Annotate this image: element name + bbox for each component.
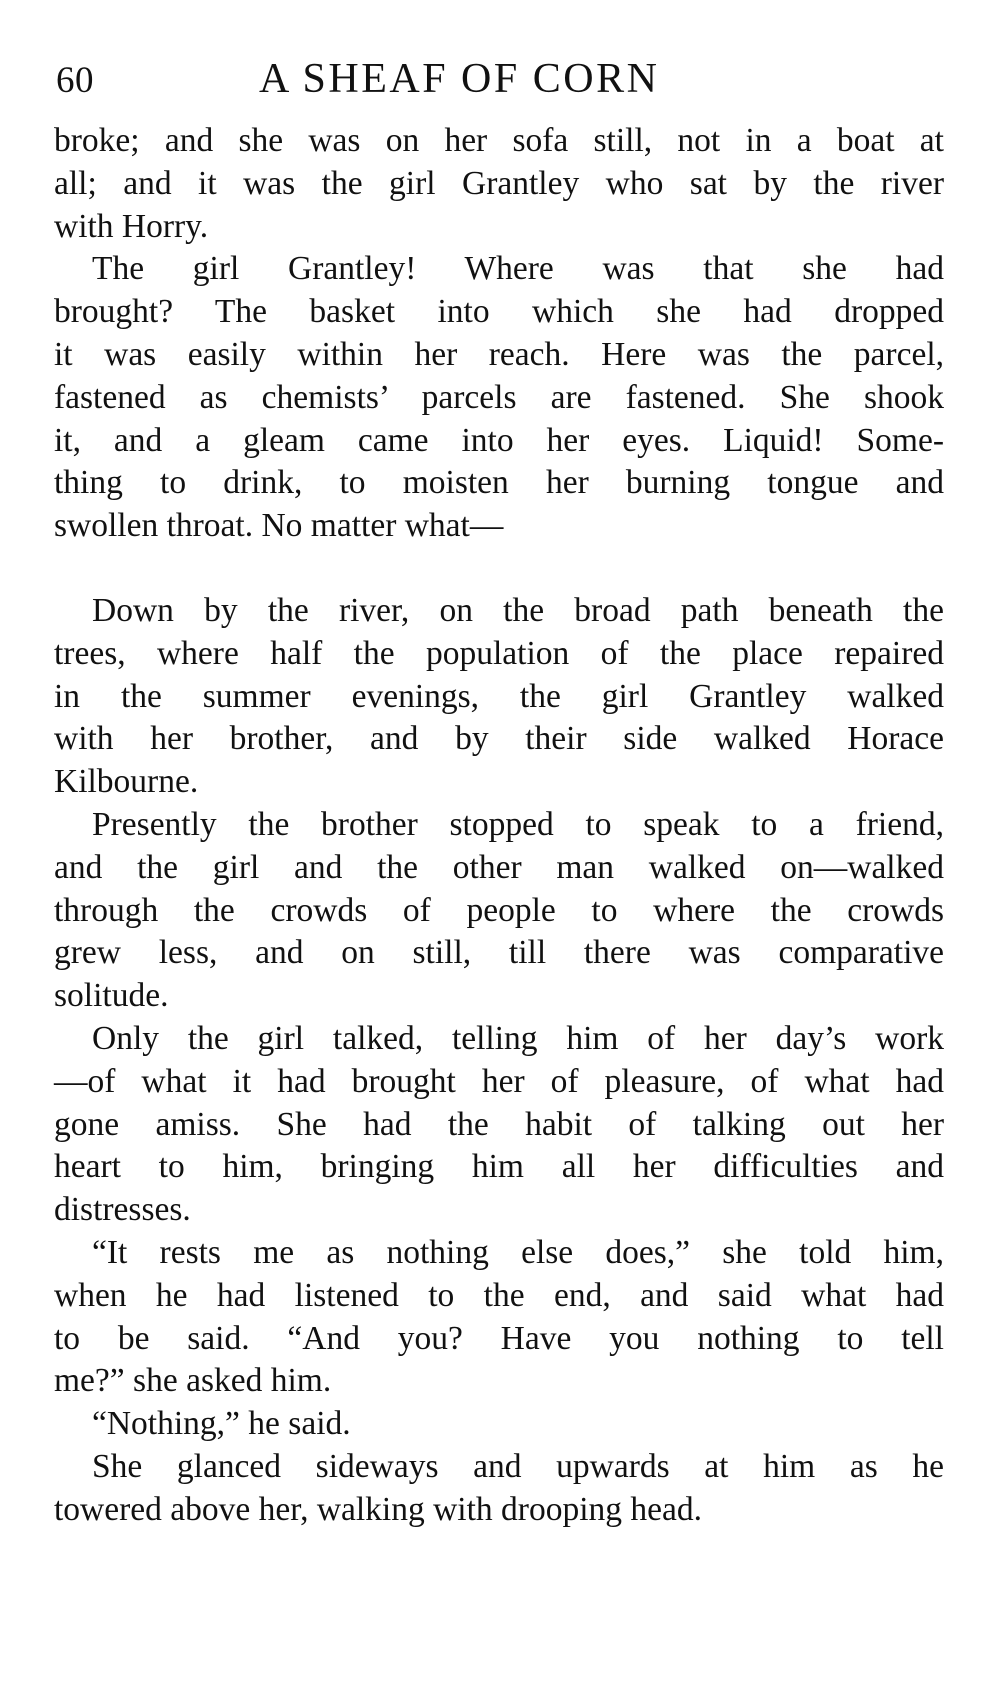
text-line: —of what it had brought her of pleasure, of what had xyxy=(54,1062,944,1100)
paragraph xyxy=(54,804,944,1018)
text-line: trees, where half the population of the place repaired xyxy=(54,634,944,672)
text-line: brought? The basket into which she had dropped xyxy=(54,293,944,331)
text-line: with her brother, and by their side walked Horace xyxy=(54,720,944,758)
book-page xyxy=(54,52,944,1532)
paragraph xyxy=(54,590,944,804)
running-head xyxy=(54,52,944,114)
page-number: 60 xyxy=(56,60,94,101)
text-line: The girl Grantley! Where was that she had xyxy=(92,250,944,288)
paragraph xyxy=(54,1018,944,1232)
text-line: it, and a gleam came into her eyes. Liquid! Some- xyxy=(54,421,944,459)
text-line: thing to drink, to moisten her burning tongue and xyxy=(54,464,944,502)
text-line: it was easily within her reach. Here was the parcel, xyxy=(54,335,944,373)
text-line: grew less, and on still, till there was comparative xyxy=(54,934,944,972)
body-text xyxy=(54,120,944,1532)
text-line: Down by the river, on the broad path beneath the xyxy=(92,591,944,629)
text-line: through the crowds of people to where the crowds xyxy=(54,891,944,929)
text-line: “Nothing,” he said. xyxy=(92,1405,351,1443)
text-line: gone amiss. She had the habit of talking out her xyxy=(54,1105,944,1143)
text-line: with Horry. xyxy=(54,207,209,245)
text-line: heart to him, bringing him all her difficulties and xyxy=(54,1148,944,1186)
text-line: solitude. xyxy=(54,977,169,1015)
paragraph xyxy=(54,248,944,548)
paragraph xyxy=(54,120,944,248)
section-break xyxy=(54,548,944,590)
text-line: in the summer evenings, the girl Grantley walked xyxy=(54,677,944,715)
text-line: “It rests me as nothing else does,” she told him, xyxy=(92,1233,944,1271)
running-title: A SHEAF OF CORN xyxy=(259,56,660,102)
text-line: distresses. xyxy=(54,1191,191,1229)
text-line: all; and it was the girl Grantley who sat by the river xyxy=(54,164,944,202)
text-line: to be said. “And you? Have you nothing to tell xyxy=(54,1319,944,1357)
text-line: Only the girl talked, telling him of her day’s work xyxy=(92,1019,944,1057)
text-line: and the girl and the other man walked on—walked xyxy=(54,848,944,886)
text-line: Kilbourne. xyxy=(54,763,199,801)
paragraph xyxy=(54,1232,944,1403)
text-line: Presently the brother stopped to speak to a friend, xyxy=(92,805,944,843)
text-line: me?” she asked him. xyxy=(54,1362,332,1400)
paragraph xyxy=(54,1446,944,1532)
paragraph xyxy=(54,1403,944,1446)
text-line: when he had listened to the end, and said what had xyxy=(54,1276,944,1314)
text-line: swollen throat. No matter what— xyxy=(54,507,504,545)
text-line: She glanced sideways and upwards at him as he xyxy=(92,1447,944,1485)
text-line: fastened as chemists’ parcels are fastened. She shook xyxy=(54,378,944,416)
text-line: towered above her, walking with drooping head. xyxy=(54,1490,702,1528)
text-line: broke; and she was on her sofa still, not in a boat at xyxy=(54,122,944,159)
